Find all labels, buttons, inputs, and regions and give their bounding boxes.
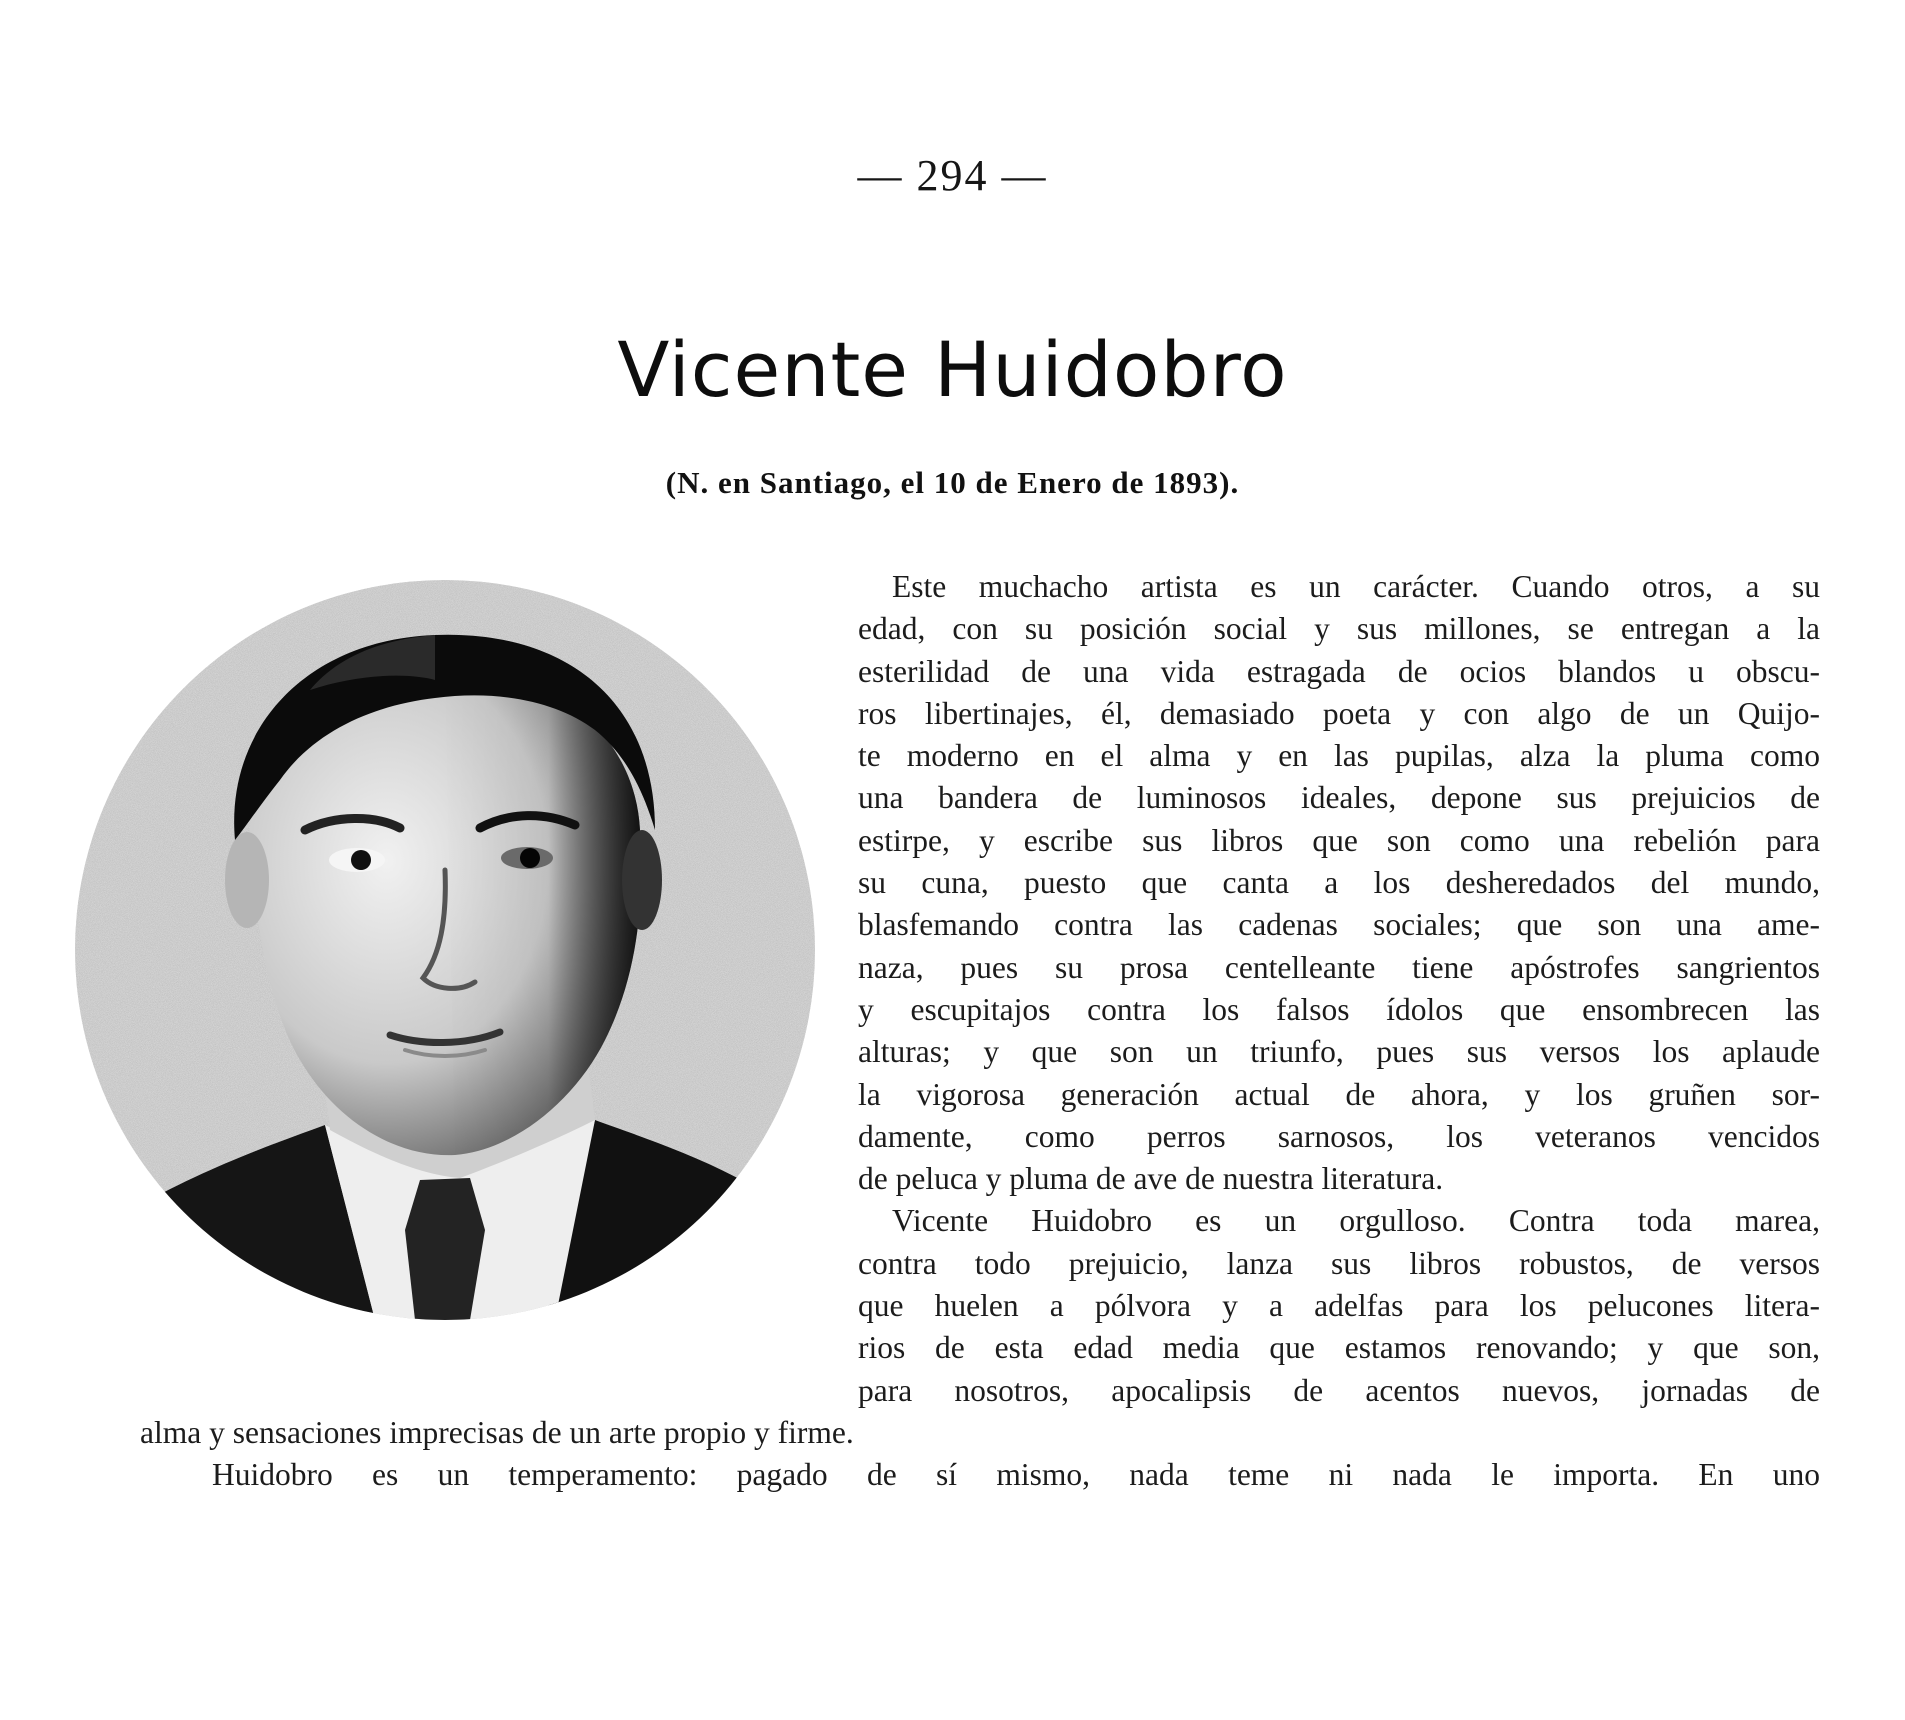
text-line: Vicente Huidobro es un orgulloso. Contra toda marea, [892,1203,1820,1239]
text-line: contra todo prejuicio, lanza sus libros robustos, de versos [858,1245,1820,1281]
text-line: rios de esta edad media que estamos renovando; y que son, [858,1330,1820,1366]
text-line: blasfemando contra las cadenas sociales; que son una ame- [858,907,1820,943]
text-line: una bandera de luminosos ideales, depone sus prejuicios de [858,780,1820,816]
text-line: alturas; y que son un triunfo, pues sus versos los aplaude [858,1034,1820,1070]
text-line: edad, con su posición social y sus millones, se entregan a la [858,611,1820,647]
text-line: naza, pues su prosa centelleante tiene apóstrofes sangrientos [858,949,1820,985]
text-line: esterilidad de una vida estragada de ocios blandos u obscu- [858,653,1820,689]
text-line: te moderno en el alma y en las pupilas, alza la pluma como [858,738,1820,774]
text-line: alma y sensaciones imprecisas de un arte propio y firme. [140,1414,854,1450]
text-line: Este muchacho artista es un carácter. Cuando otros, a su [892,569,1820,604]
text-line: y escupitajos contra los falsos ídolos que ensombrecen las [858,991,1820,1027]
subtitle: (N. en Santiago, el 10 de Enero de 1893). [665,465,1240,500]
text-line: estirpe, y escribe sus libros que son como una rebelión para [858,822,1820,858]
page-number: — 294 — [857,151,1048,200]
text-line: su cuna, puesto que canta a los desheredados del mundo, [858,865,1820,901]
text-line: que huelen a pólvora y a adelfas para los pelucones litera- [858,1288,1820,1324]
text-line: la vigorosa generación actual de ahora, y los gruñen sor- [858,1076,1820,1112]
text-line: ros libertinajes, él, demasiado poeta y con algo de un Quijo- [858,695,1820,731]
text-line: Huidobro es un temperamento: pagado de sí mismo, nada teme ni nada le importa. En uno [212,1457,1820,1493]
article-body [140,566,1820,1497]
page-title: Vicente Huidobro [617,325,1288,414]
text-line: para nosotros, apocalipsis de acentos nuevos, jornadas de [858,1372,1820,1408]
text-line: de peluca y pluma de ave de nuestra literatura. [858,1161,1444,1197]
text-line: damente, como perros sarnosos, los veteranos vencidos [858,1118,1820,1154]
